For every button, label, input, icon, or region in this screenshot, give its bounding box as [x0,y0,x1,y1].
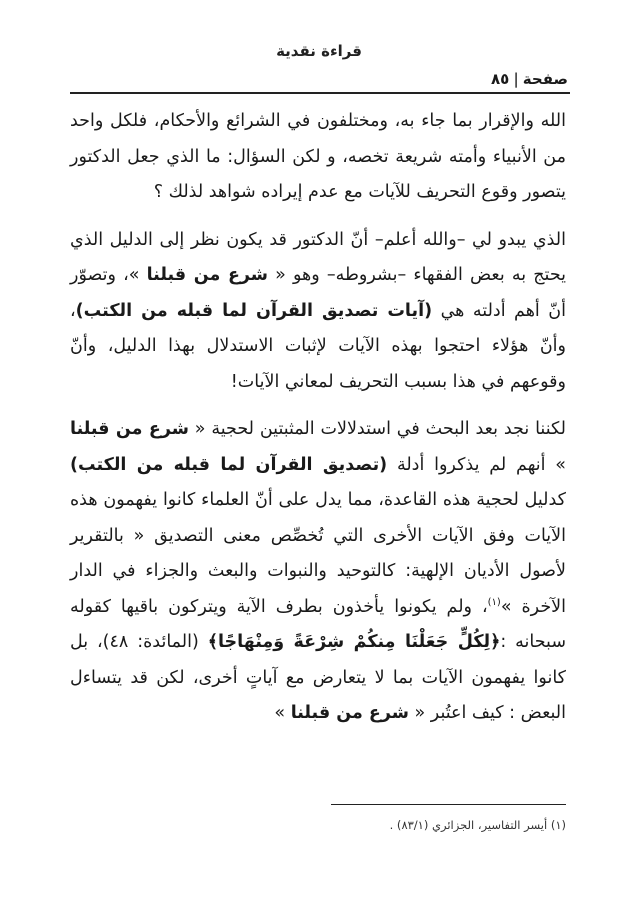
text-run: ، وأنّ هؤلاء احتجوا بهذه الآيات لإثبات الاستدلال بهذا الدليل، وأنّ وقوعهم في هذا بسبب التحريف لمعاني الآيات! [70,300,566,392]
text-run: لكننا نجد بعد البحث في استدلالات المثبتين لحجية « [188,419,566,439]
footnote-reference: (١) [487,596,501,608]
emphasized-text: (آيات تصديق القرآن لما قبله من الكتب) [75,300,433,321]
footnote-rule [331,804,566,805]
emphasized-text: شرع من قبلنا [290,703,409,723]
paragraph-2 [70,223,566,401]
page-label: صفحة [522,70,568,88]
text-run: الله والإقرار بما جاء به، ومختلفون في الشرائع والأحكام، فلكل واحد من الأنبياء وأمته شريعة تخصه، و لكن السؤال: ما الذي جعل الدكتور يتصور وقوع التحريف للآيات مع عدم إيراده شواهد لذلك ؟ [70,111,566,202]
emphasized-text: (تصديق القرآن لما قبله من الكتب) [70,454,388,475]
text-run: » أنهم لم يذكروا أدلة [387,454,566,475]
paragraph-3 [70,412,566,732]
text-run: الذي يبدو لي –والله أعلم– أنّ الدكتور قد يكون نظر إلى الدليل الذي يحتج به بعض الفقهاء –بشروطه– وهو « [70,229,566,285]
page-separator: | [513,70,519,88]
text-run: (المائدة: ٤٨)، بل كانوا يفهمون الآيات بما لا يتعارض مع آياتٍ أخرى، لكن قد يتساءل البعض : كيف اعتُبر « [70,632,566,723]
page-number: ٨٥ [491,70,510,88]
body-text [70,104,566,732]
text-run: ، ولم يكونوا يأخذون بطرف الآية ويتركون باقيها كقوله سبحانه : [70,596,566,652]
footnote: (١) أيسر التفاسير، الجزائري (٨٣/١) . [389,818,566,832]
emphasized-text: شرع من قبلنا [146,265,269,285]
emphasized-text: ﴿لِكُلٍّ جَعَلْنَا مِنكُمْ شِرْعَةً وَمِنْهَاجًا﴾ [207,632,501,652]
paragraph-1 [70,104,566,211]
emphasized-text: شرع من قبلنا [70,419,189,439]
text-run: » [274,703,291,723]
text-run: كدليل لحجية هذه القاعدة، مما يدل على أنّ العلماء كانوا يفهمون هذه الآيات وفق الآيات الأخرى التي تُخصِّص معنى التصديق « بالتقرير لأصول الأديان الإلهية: كالتوحيد والنبوات والبعث والجزاء في الدار الآخرة » [70,490,566,617]
running-header-title: قراءة نقدية [276,42,362,60]
page-number-row [491,70,568,88]
header-rule [70,92,570,94]
text-run: »، وتصوّر أنّ أهم أدلته هي [70,265,567,321]
